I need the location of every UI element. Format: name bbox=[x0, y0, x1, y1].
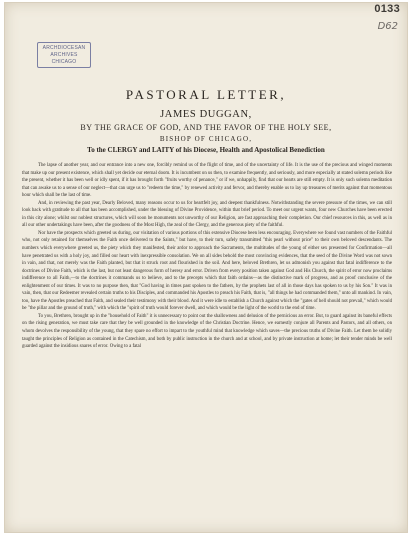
author-office: BISHOP OF CHICAGO, bbox=[159, 135, 253, 143]
body-paragraph-1: The lapse of another year, and our entrance into a new one, forcibly remind us of the flight of time, and of the uncertainty of life. It is the use of the precious and winged moments that make up our present existence, which shall yet decide our eternal doom. It is incumbent on us then, to examine frequently, and seriously, and more especially at stated solemn periods like the present, whether it has been well or idly spent, if it has brought forth "fruits worthy of penance," or if we, unhappily, find that our hearts are still empty. It is only such solemn meditation that can awake us to a sense of our neglect—that can urge us to "redeem the time," by renewed activity and fervor, and thereby enable us to lay up treasures of merits against that momentous hour which shall be the last of time. bbox=[22, 163, 392, 199]
stamp-line-3: CHICAGO bbox=[51, 59, 77, 65]
salutation: To the CLERGY and LAITY of his Diocese, Health and Apostolical Benediction bbox=[87, 146, 325, 154]
author-style: BY THE GRACE OF GOD, AND THE FAVOR OF THE HOLY SEE, bbox=[80, 123, 332, 132]
call-number: 0133 bbox=[374, 3, 400, 15]
author-name: JAMES DUGGAN, bbox=[160, 109, 252, 120]
archive-stamp bbox=[37, 42, 91, 68]
pencil-annotation: D62 bbox=[377, 21, 398, 32]
body-paragraph-3: Nor have the prospects which greeted us during, our visitation of various portions of this extensive Diocese been less encouraging. Everywhere we found vast numbers of the Faithful who, not only retained for themselves the Faith once delivered to the Saints," but have, to their turn, safely transmitted "this pearl without price" to their own beloved descendants. The numbers which everywhere greeted us, the piety which they manifested, their ardor to approach the Sacraments, the multitudes of the young of either sex presented for Confirmation—all have penetrated us with a holy joy, and filled our heart with inexpressible consolation. We on all sides behold the most convincing evidences, that the seed of the Divine Word was not sown in vain, and that, not merely was the Faith planted, but that it struck root and flourished in the soil. And here, beloved Brethren, let us admonish you against that fatal indifference to the doctrines of Divine Faith, which is the last, but not least dangerous form of heresy and error. Driven from every position taken against God and His Church, the spirit of error now proclaims indifference to all Faith,—to the doctrines it commands us to believe, and to the precepts which that faith ordains—as the distinctive mark of progress, and as proof conclusive of the enlightenment of our times. It was to no purpose then, that "God having in times past spoken to the fathers, by the prophets last of all in those days has spoken to us by his Son." It was in vain, then, that our Redeemer revealed certain truths to his Disciples, and commanded his Apostles to preach his Faith, that is, "all things he had commanded them," unto all mankind. In vain, too, have the Apostles preached that Faith, and sealed their testimony with their blood. And it were idle to establish a Church against which the "gates of hell should not prevail," which would be "the pillar and the ground of truth," with which the "spirit of truth would forever dwell, and which would be the light of the world to the end of time. bbox=[22, 230, 392, 312]
letter-body bbox=[22, 162, 392, 351]
stamp-line-1: ARCHDIOCESAN bbox=[42, 45, 86, 51]
body-paragraph-4: To you, Brethren, brought up in the "household of Faith" it is unnecessary to point out the shallowness and delusion of the pernicious an error. But, to guard against its baneful effects on the rising generation, we must take care that they be well grounded in the knowledge of the Christian Doctrine. Hence, we earnestly conjure all Parents and Pastors, and all others, on whom devolves the responsibility of the young, that they spare no effort to impart to the youthful mind that knowledge which saves—the precious truths of Divine Faith. Let them be solidly taught the principles of Religion as contained in the Catechism, and both by public instruction in the church and at school, and by private instruction at home; let their tender minds be well guarded against the insidious snares of error. Owing to a fatal bbox=[22, 313, 392, 350]
letter-title: PASTORAL LETTER, bbox=[125, 87, 287, 102]
body-paragraph-2: And, in reviewing the past year, Dearly Beloved, many reasons occur to us for heartfelt joy, and deepest thankfulness. Notwithstanding the severe pressure of the times, we can still look back with gratitude to all that has been accomplished, under the blessing of Divine Providence, within that brief period. To meet our urgent wants, four new Churches have been erected in this city alone; whilst our noblest structures, which will soon be monuments not unworthy of our Religion, are fast approaching their completion. Our chief resources in this, as well as in all our other undertakings have been, after the goodness of the Most High, the zeal of the Clergy, and the generous piety of the faithful. bbox=[22, 200, 392, 229]
document-page bbox=[4, 2, 408, 533]
stamp-line-2: ARCHIVES bbox=[50, 52, 78, 58]
